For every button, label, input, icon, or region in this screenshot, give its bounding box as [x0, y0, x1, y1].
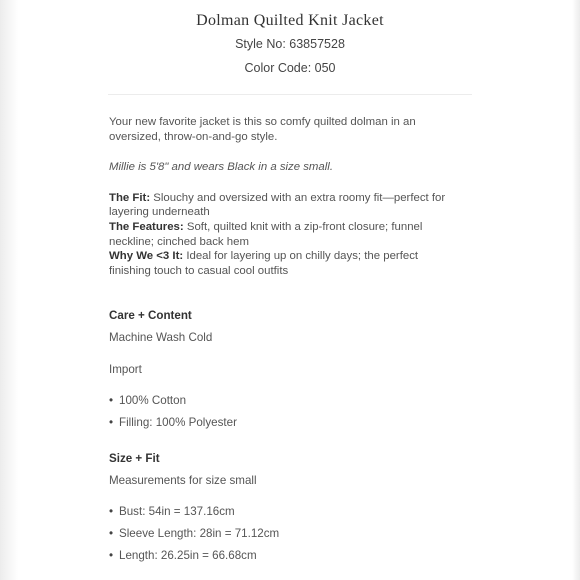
feature-features [109, 220, 459, 249]
feature-why-label: Why We <3 It: [109, 250, 184, 263]
color-code: Color Code: 050 [244, 61, 336, 75]
feature-features-text: Soft, quilted knit with a zip-front closure; funnel neckline; cinched back hem [109, 220, 423, 248]
feature-why-text: Ideal for layering up on chilly days; the perfect finishing touch to casual cool outfits [109, 250, 419, 277]
product-description [109, 115, 459, 278]
style-number: Style No: 63857528 [235, 37, 345, 51]
feature-fit [109, 191, 459, 220]
feature-fit-label: The Fit: [109, 191, 151, 204]
list-item: • Bust: 54in = 137.16cm [109, 505, 235, 518]
size-fit-heading: Size + Fit [109, 452, 160, 465]
list-item: • Filling: 100% Polyester [109, 416, 237, 429]
header-divider [108, 94, 472, 95]
care-origin: Import [109, 363, 142, 376]
list-item: • 100% Cotton [109, 394, 186, 407]
product-header [0, 10, 580, 80]
list-item: • Length: 26.25in = 66.68cm [109, 549, 257, 562]
feature-features-label: The Features: [109, 220, 184, 233]
care-content-heading: Care + Content [109, 309, 192, 322]
description-intro: Your new favorite jacket is this so comfy quilted dolman in an oversized, throw-on-and-go style. [109, 116, 416, 143]
care-wash: Machine Wash Cold [109, 331, 213, 344]
feature-why [109, 249, 459, 278]
list-item: • Sleeve Length: 28in = 71.12cm [109, 527, 279, 540]
right-edge-shadow [572, 0, 580, 580]
model-note: Millie is 5'8" and wears Black in a size small. [109, 161, 333, 174]
feature-fit-text: Slouchy and oversized with an extra roomy fit—perfect for layering underneath [109, 191, 446, 219]
size-note: Measurements for size small [109, 474, 257, 487]
product-title: Dolman Quilted Knit Jacket [196, 12, 384, 29]
left-edge-shadow [0, 0, 18, 580]
